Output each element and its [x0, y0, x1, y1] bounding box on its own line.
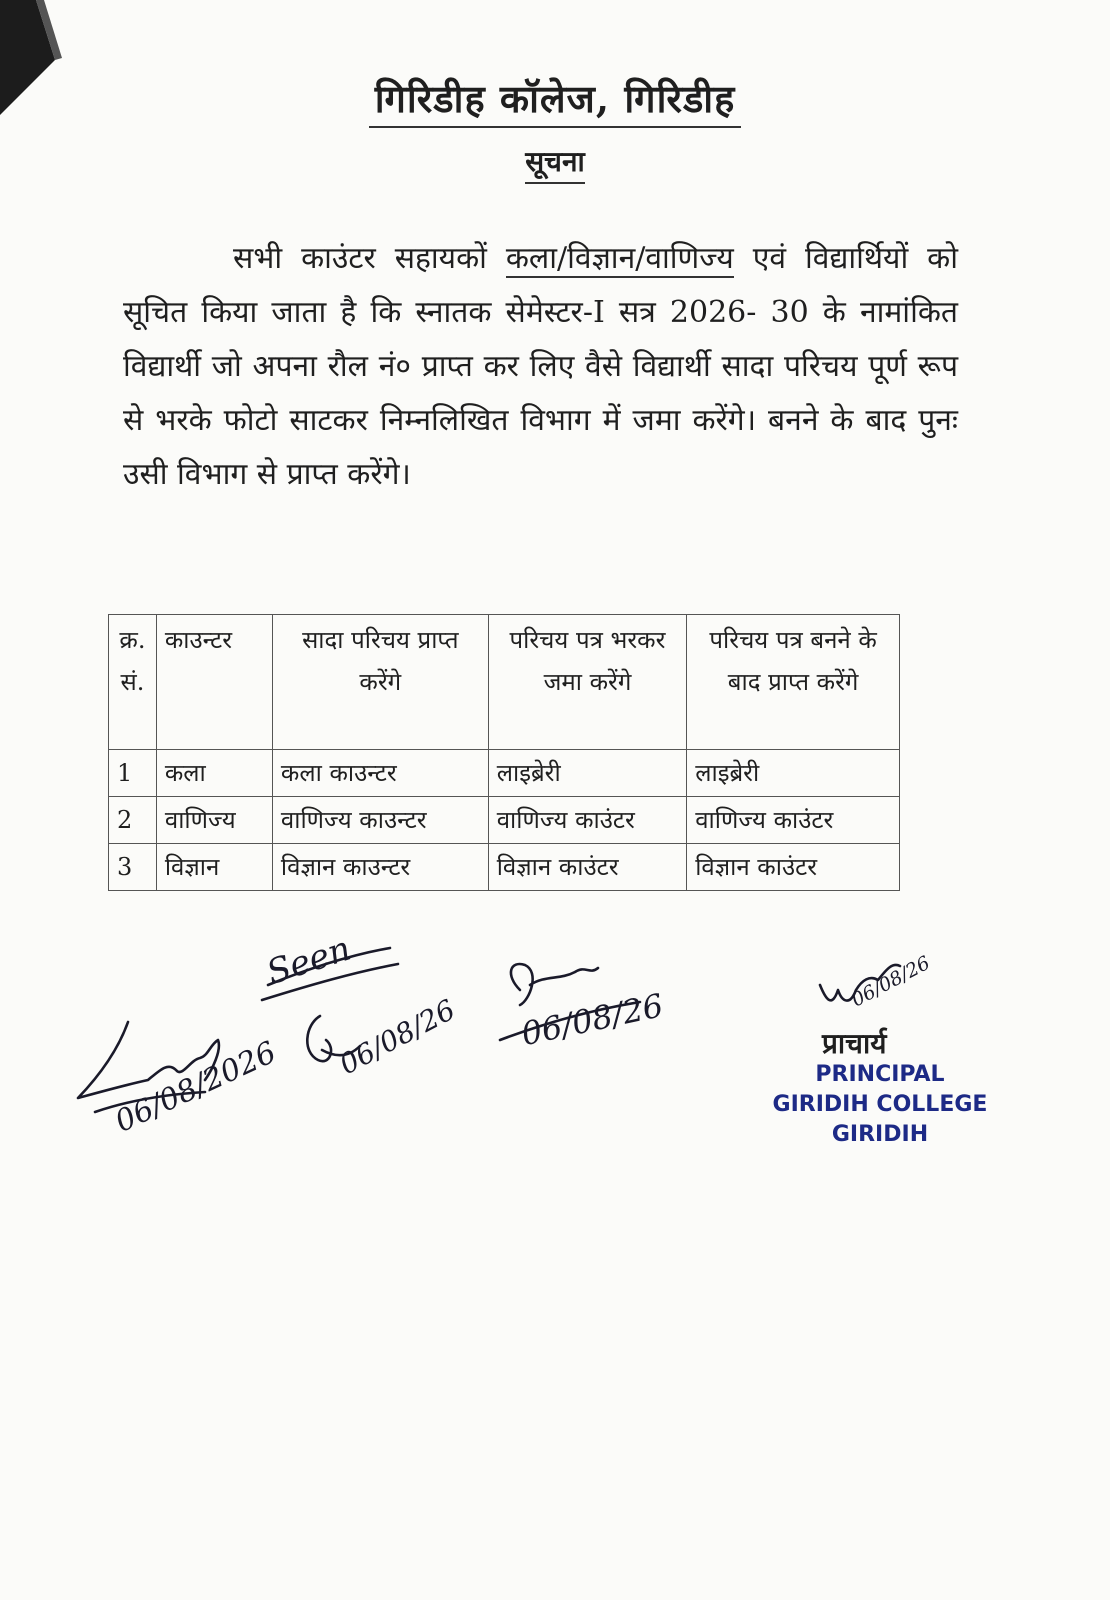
cell-counter: वाणिज्य: [156, 797, 272, 844]
signature-3-date: 06/08/26: [518, 986, 667, 1054]
header-counter: काउन्टर: [156, 615, 272, 750]
table-row: [109, 844, 900, 891]
cell-submit-form: वाणिज्य काउंटर: [488, 797, 687, 844]
streams-underlined: कला/विज्ञान/वाणिज्य: [505, 241, 734, 276]
header-serial: क्र. सं.: [109, 615, 157, 750]
stamp-line-1: PRINCIPAL: [815, 1062, 945, 1087]
cell-get-form: विज्ञान काउन्टर: [272, 844, 488, 891]
cell-counter: विज्ञान: [156, 844, 272, 891]
header-get-form: सादा परिचय प्राप्त करेंगे: [272, 615, 488, 750]
notice-label: सूचना: [0, 142, 1110, 184]
signature-1-date: 06/08/2026: [110, 1034, 282, 1140]
cell-get-form: वाणिज्य काउन्टर: [272, 797, 488, 844]
principal-title: प्राचार्य: [822, 1027, 887, 1060]
counter-table: [108, 614, 900, 891]
college-name: गिरिडीह कॉलेज, गिरिडीह: [0, 72, 1110, 128]
signature-3-mark: [511, 964, 598, 1005]
table-row: [109, 750, 900, 797]
cell-serial: 1: [109, 750, 157, 797]
cell-collect-card: वाणिज्य काउंटर: [687, 797, 900, 844]
cell-serial: 3: [109, 844, 157, 891]
principal-stamp: [770, 1060, 990, 1150]
cell-submit-form: विज्ञान काउंटर: [488, 844, 687, 891]
signature-2-date: 06/08/26: [334, 992, 461, 1082]
stamp-line-3: GIRIDIH: [831, 1122, 929, 1147]
cell-submit-form: लाइब्रेरी: [488, 750, 687, 797]
header-collect-card: परिचय पत्र बनने के बाद प्राप्त करेंगे: [687, 615, 900, 750]
stamp-line-2: GIRIDIH COLLEGE: [772, 1092, 988, 1117]
cell-collect-card: विज्ञान काउंटर: [687, 844, 900, 891]
signature-2-seen: Seen: [262, 928, 356, 994]
table-row: [109, 797, 900, 844]
cell-counter: कला: [156, 750, 272, 797]
signature-4-date: 06/08/26: [848, 951, 934, 1012]
cell-get-form: कला काउन्टर: [272, 750, 488, 797]
cell-collect-card: लाइब्रेरी: [687, 750, 900, 797]
cell-serial: 2: [109, 797, 157, 844]
header-submit-form: परिचय पत्र भरकर जमा करेंगे: [488, 615, 687, 750]
table-header-row: [109, 615, 900, 750]
notice-body: सभी काउंटर सहायकों कला/विज्ञान/वाणिज्य एवं विद्यार्थियों को सूचित किया जाता है कि स्नातक सेमेस्टर-I सत्र 2026- 30 के नामांकित विद्यार्थी जो अपना रौल नं० प्राप्त कर लिए वैसे विद्यार्थी सादा परिचय पूर्ण रूप से भरके फोटो साटकर निम्नलिखित विभाग में जमा करेंगे। बनने के बाद पुनः उसी विभाग से प्राप्त करेंगे।: [123, 241, 958, 492]
